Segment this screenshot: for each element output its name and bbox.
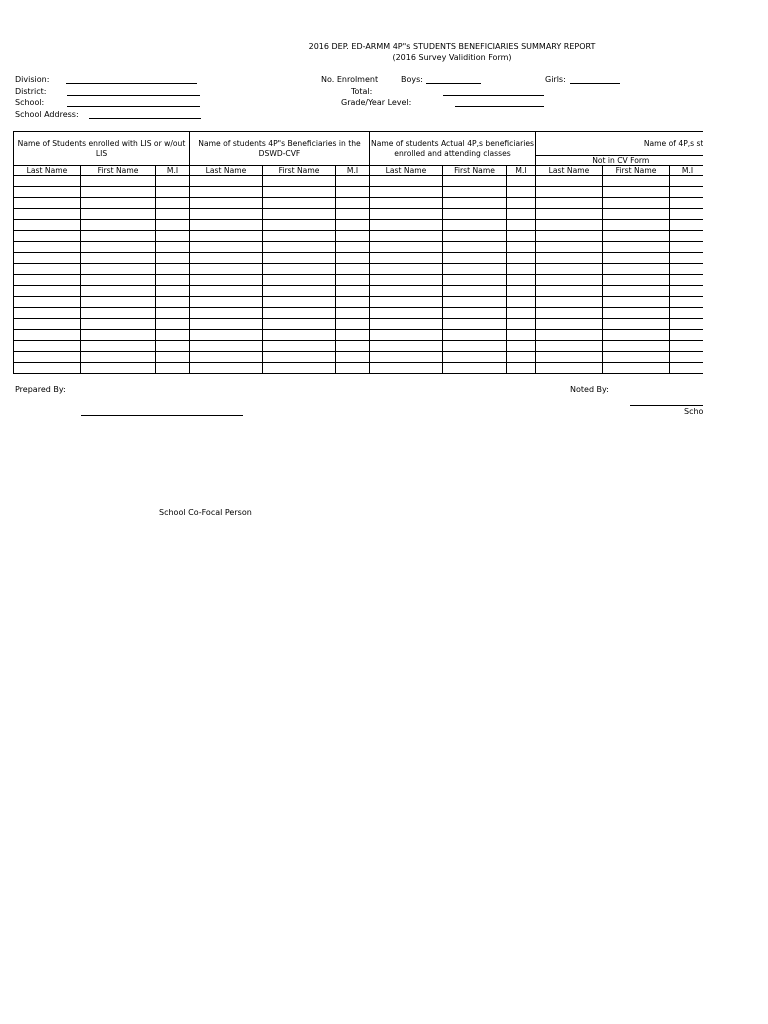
table-cell[interactable]	[81, 352, 156, 363]
table-cell[interactable]	[443, 209, 507, 220]
table-cell[interactable]	[156, 264, 190, 275]
table-cell[interactable]	[14, 275, 81, 286]
table-cell[interactable]	[190, 286, 263, 297]
table-cell[interactable]	[670, 286, 706, 297]
table-cell[interactable]	[443, 363, 507, 374]
table-cell[interactable]	[603, 330, 670, 341]
table-cell[interactable]	[670, 176, 706, 187]
table-cell[interactable]	[190, 242, 263, 253]
table-cell[interactable]	[14, 176, 81, 187]
table-cell[interactable]	[14, 297, 81, 308]
table-cell[interactable]	[507, 363, 536, 374]
enrolment-label: No. Enrolment	[321, 75, 379, 84]
district-label: District:	[15, 87, 47, 96]
table-cell[interactable]	[507, 231, 536, 242]
table-cell[interactable]	[670, 330, 706, 341]
table-cell[interactable]	[443, 352, 507, 363]
table-cell[interactable]	[81, 187, 156, 198]
table-cell[interactable]	[190, 198, 263, 209]
table-cell[interactable]	[156, 330, 190, 341]
table-cell[interactable]	[670, 220, 706, 231]
table-cell[interactable]	[263, 308, 336, 319]
table-row	[14, 198, 706, 209]
noted-by-label: Noted By:	[570, 385, 609, 394]
table-cell[interactable]	[536, 231, 603, 242]
table-cell[interactable]	[536, 264, 603, 275]
table-cell[interactable]	[603, 209, 670, 220]
prepared-by-label: Prepared By:	[15, 385, 66, 394]
table-cell[interactable]	[603, 275, 670, 286]
table-cell[interactable]	[190, 220, 263, 231]
table-cell[interactable]	[670, 231, 706, 242]
table-cell[interactable]	[507, 242, 536, 253]
table-cell[interactable]	[336, 220, 370, 231]
girls-label: Girls:	[545, 75, 566, 84]
table-row	[14, 187, 706, 198]
table-cell[interactable]	[81, 308, 156, 319]
table-cell[interactable]	[156, 242, 190, 253]
table-cell[interactable]	[14, 341, 81, 352]
table-cell[interactable]	[81, 220, 156, 231]
table-cell[interactable]	[536, 308, 603, 319]
table-cell[interactable]	[263, 363, 336, 374]
table-row	[14, 275, 706, 286]
table-row	[14, 297, 706, 308]
table-cell[interactable]	[156, 198, 190, 209]
table-cell[interactable]	[14, 231, 81, 242]
table-row	[14, 176, 706, 187]
table-cell[interactable]	[443, 330, 507, 341]
table-cell[interactable]	[370, 319, 443, 330]
table-cell[interactable]	[336, 319, 370, 330]
col-last-name: Last Name	[370, 166, 443, 176]
table-cell[interactable]	[507, 220, 536, 231]
table-cell[interactable]	[336, 330, 370, 341]
table-cell[interactable]	[14, 220, 81, 231]
school-address-field[interactable]	[89, 118, 201, 119]
table-cell[interactable]	[670, 253, 706, 264]
table-cell[interactable]	[370, 209, 443, 220]
table-cell[interactable]	[81, 198, 156, 209]
table-cell[interactable]	[156, 176, 190, 187]
table-cell[interactable]	[263, 176, 336, 187]
table-cell[interactable]	[263, 264, 336, 275]
col-last-name: Last Name	[536, 166, 603, 176]
table-cell[interactable]	[370, 220, 443, 231]
table-cell[interactable]	[336, 209, 370, 220]
table-row	[14, 286, 706, 297]
table-cell[interactable]	[603, 286, 670, 297]
table-cell[interactable]	[443, 286, 507, 297]
girls-field[interactable]	[570, 83, 620, 84]
col-last-name: Last Name	[14, 166, 81, 176]
table-cell[interactable]	[156, 187, 190, 198]
col-mi: M.I	[336, 166, 370, 176]
table-cell[interactable]	[14, 319, 81, 330]
table-cell[interactable]	[263, 187, 336, 198]
table-row	[14, 231, 706, 242]
table-cell[interactable]	[536, 319, 603, 330]
table-cell[interactable]	[443, 297, 507, 308]
table-cell[interactable]	[81, 330, 156, 341]
table-cell[interactable]	[190, 187, 263, 198]
table-cell[interactable]	[190, 297, 263, 308]
table-cell[interactable]	[670, 319, 706, 330]
school-label: School:	[15, 98, 45, 107]
table-cell[interactable]	[190, 352, 263, 363]
total-label: Total:	[351, 87, 373, 96]
table-cell[interactable]	[670, 275, 706, 286]
table-cell[interactable]	[443, 341, 507, 352]
table-cell[interactable]	[370, 330, 443, 341]
table-cell[interactable]	[336, 176, 370, 187]
school-address-label: School Address:	[15, 110, 79, 119]
table-cell[interactable]	[190, 330, 263, 341]
table-cell[interactable]	[370, 231, 443, 242]
table-cell[interactable]	[156, 352, 190, 363]
district-field[interactable]	[67, 95, 200, 96]
grade-field[interactable]	[455, 106, 544, 107]
table-cell[interactable]	[536, 176, 603, 187]
table-cell[interactable]	[370, 253, 443, 264]
page-edge	[703, 0, 768, 1024]
table-cell[interactable]	[190, 275, 263, 286]
col-first-name: First Name	[81, 166, 156, 176]
table-cell[interactable]	[603, 319, 670, 330]
division-field[interactable]	[66, 83, 197, 84]
table-cell[interactable]	[156, 275, 190, 286]
table-cell[interactable]	[370, 275, 443, 286]
table-cell[interactable]	[370, 341, 443, 352]
table-cell[interactable]	[443, 220, 507, 231]
table-cell[interactable]	[81, 242, 156, 253]
table-cell[interactable]	[670, 363, 706, 374]
table-cell[interactable]	[507, 275, 536, 286]
table-cell[interactable]	[14, 242, 81, 253]
table-row	[14, 308, 706, 319]
table-cell[interactable]	[81, 363, 156, 374]
table-cell[interactable]	[603, 242, 670, 253]
table-cell[interactable]	[536, 209, 603, 220]
table-cell[interactable]	[156, 297, 190, 308]
table-cell[interactable]	[670, 297, 706, 308]
table-cell[interactable]	[370, 187, 443, 198]
group-header-dswd: Name of students 4P"s Beneficiaries in the DSWD-CVF	[190, 132, 370, 166]
boys-label: Boys:	[401, 75, 423, 84]
table-cell[interactable]	[507, 352, 536, 363]
table-cell[interactable]	[156, 286, 190, 297]
table-cell[interactable]	[81, 286, 156, 297]
table-cell[interactable]	[507, 319, 536, 330]
table-cell[interactable]	[443, 242, 507, 253]
table-cell[interactable]	[81, 209, 156, 220]
table-cell[interactable]	[507, 264, 536, 275]
table-cell[interactable]	[14, 308, 81, 319]
table-cell[interactable]	[507, 198, 536, 209]
subheader-not-in-cv: Not in CV Form	[536, 156, 706, 166]
table-cell[interactable]	[14, 264, 81, 275]
table-cell[interactable]	[670, 264, 706, 275]
table-row	[14, 341, 706, 352]
table-cell[interactable]	[336, 253, 370, 264]
table-cell[interactable]	[507, 308, 536, 319]
group-header-enrolled: Name of Students enrolled with LIS or w/out LIS	[14, 132, 190, 166]
table-cell[interactable]	[370, 352, 443, 363]
table-cell[interactable]	[536, 220, 603, 231]
table-cell[interactable]	[190, 176, 263, 187]
table-cell[interactable]	[336, 341, 370, 352]
table-cell[interactable]	[507, 330, 536, 341]
table-cell[interactable]	[507, 341, 536, 352]
table-cell[interactable]	[536, 297, 603, 308]
table-cell[interactable]	[536, 275, 603, 286]
table-row	[14, 253, 706, 264]
table-cell[interactable]	[81, 231, 156, 242]
report-title: 2016 DEP. ED-ARMM 4P"s STUDENTS BENEFICIARIES SUMMARY REPORT	[308, 42, 596, 51]
table-cell[interactable]	[14, 352, 81, 363]
table-cell[interactable]	[156, 220, 190, 231]
table-cell[interactable]	[156, 319, 190, 330]
table-cell[interactable]	[603, 253, 670, 264]
boys-field[interactable]	[426, 83, 481, 84]
table-cell[interactable]	[370, 297, 443, 308]
table-cell[interactable]	[443, 198, 507, 209]
table-cell[interactable]	[263, 198, 336, 209]
table-cell[interactable]	[370, 242, 443, 253]
table-cell[interactable]	[536, 341, 603, 352]
table-cell[interactable]	[443, 308, 507, 319]
table-cell[interactable]	[603, 220, 670, 231]
table-cell[interactable]	[263, 275, 336, 286]
table-cell[interactable]	[336, 264, 370, 275]
table-cell[interactable]	[536, 187, 603, 198]
table-cell[interactable]	[263, 286, 336, 297]
table-cell[interactable]	[190, 308, 263, 319]
table-cell[interactable]	[536, 253, 603, 264]
table-cell[interactable]	[190, 253, 263, 264]
table-cell[interactable]	[263, 253, 336, 264]
col-first-name: First Name	[263, 166, 336, 176]
table-row	[14, 319, 706, 330]
table-cell[interactable]	[263, 220, 336, 231]
table-body	[14, 176, 706, 374]
table-cell[interactable]	[370, 308, 443, 319]
table-cell[interactable]	[370, 198, 443, 209]
table-cell[interactable]	[336, 275, 370, 286]
table-cell[interactable]	[336, 308, 370, 319]
table-cell[interactable]	[263, 341, 336, 352]
table-cell[interactable]	[156, 231, 190, 242]
table-cell[interactable]	[336, 231, 370, 242]
table-cell[interactable]	[14, 363, 81, 374]
table-cell[interactable]	[14, 330, 81, 341]
table-cell[interactable]	[336, 363, 370, 374]
table-cell[interactable]	[156, 308, 190, 319]
prepared-by-title: School Co-Focal Person	[159, 508, 252, 517]
table-cell[interactable]	[263, 352, 336, 363]
table-cell[interactable]	[507, 187, 536, 198]
division-label: Division:	[15, 75, 50, 84]
table-cell[interactable]	[190, 209, 263, 220]
table-cell[interactable]	[190, 264, 263, 275]
table-cell[interactable]	[263, 209, 336, 220]
table-cell[interactable]	[443, 253, 507, 264]
table-cell[interactable]	[443, 187, 507, 198]
table-cell[interactable]	[443, 264, 507, 275]
table-cell[interactable]	[603, 176, 670, 187]
table-cell[interactable]	[81, 275, 156, 286]
table-cell[interactable]	[443, 176, 507, 187]
table-cell[interactable]	[336, 198, 370, 209]
table-cell[interactable]	[336, 297, 370, 308]
table-cell[interactable]	[156, 209, 190, 220]
col-mi: M.I	[507, 166, 536, 176]
table-cell[interactable]	[370, 264, 443, 275]
table-cell[interactable]	[507, 286, 536, 297]
table-cell[interactable]	[603, 187, 670, 198]
table-cell[interactable]	[536, 363, 603, 374]
school-field[interactable]	[67, 106, 200, 107]
total-field[interactable]	[443, 95, 544, 96]
table-cell[interactable]	[190, 341, 263, 352]
table-cell[interactable]	[81, 319, 156, 330]
table-cell[interactable]	[263, 231, 336, 242]
col-mi: M.I	[156, 166, 190, 176]
col-first-name: First Name	[443, 166, 507, 176]
table-cell[interactable]	[14, 209, 81, 220]
table-cell[interactable]	[263, 297, 336, 308]
table-cell[interactable]	[670, 352, 706, 363]
table-cell[interactable]	[536, 286, 603, 297]
table-cell[interactable]	[190, 363, 263, 374]
table-cell[interactable]	[336, 242, 370, 253]
table-cell[interactable]	[603, 264, 670, 275]
col-first-name: First Name	[603, 166, 670, 176]
table-cell[interactable]	[370, 363, 443, 374]
table-cell[interactable]	[14, 187, 81, 198]
table-row	[14, 242, 706, 253]
table-cell[interactable]	[536, 330, 603, 341]
table-row	[14, 264, 706, 275]
table-cell[interactable]	[443, 231, 507, 242]
table-cell[interactable]	[81, 341, 156, 352]
table-cell[interactable]	[336, 352, 370, 363]
table-cell[interactable]	[156, 341, 190, 352]
col-last-name: Last Name	[190, 166, 263, 176]
noted-by-title: Scho	[684, 407, 704, 416]
noted-by-signature-line[interactable]	[630, 405, 703, 406]
table-cell[interactable]	[156, 363, 190, 374]
table-cell[interactable]	[507, 253, 536, 264]
table-cell[interactable]	[443, 275, 507, 286]
table-cell[interactable]	[370, 286, 443, 297]
table-cell[interactable]	[263, 330, 336, 341]
table-cell[interactable]	[507, 209, 536, 220]
table-cell[interactable]	[81, 253, 156, 264]
table-cell[interactable]	[536, 242, 603, 253]
table-cell[interactable]	[443, 319, 507, 330]
table-cell[interactable]	[336, 286, 370, 297]
table-cell[interactable]	[263, 319, 336, 330]
table-cell[interactable]	[81, 297, 156, 308]
table-cell[interactable]	[670, 242, 706, 253]
table-cell[interactable]	[603, 363, 670, 374]
table-cell[interactable]	[14, 198, 81, 209]
beneficiaries-table	[13, 131, 706, 374]
table-cell[interactable]	[536, 198, 603, 209]
table-row	[14, 352, 706, 363]
table-cell[interactable]	[81, 264, 156, 275]
table-row	[14, 330, 706, 341]
table-cell[interactable]	[603, 308, 670, 319]
table-cell[interactable]	[370, 176, 443, 187]
table-cell[interactable]	[507, 297, 536, 308]
table-cell[interactable]	[670, 308, 706, 319]
table-cell[interactable]	[156, 253, 190, 264]
table-cell[interactable]	[336, 187, 370, 198]
table-cell[interactable]	[81, 176, 156, 187]
table-cell[interactable]	[263, 242, 336, 253]
group-header-actual: Name of students Actual 4P,s beneficiaries enrolled and attending classes	[370, 132, 536, 166]
table-cell[interactable]	[14, 253, 81, 264]
table-cell[interactable]	[670, 341, 706, 352]
col-mi: M.I	[670, 166, 706, 176]
table-cell[interactable]	[603, 341, 670, 352]
table-cell[interactable]	[190, 231, 263, 242]
table-cell[interactable]	[536, 352, 603, 363]
prepared-by-signature-line[interactable]	[81, 415, 243, 416]
table-cell[interactable]	[670, 187, 706, 198]
table-row	[14, 209, 706, 220]
table-row	[14, 220, 706, 231]
table-cell[interactable]	[603, 352, 670, 363]
table-cell[interactable]	[190, 319, 263, 330]
table-cell[interactable]	[670, 198, 706, 209]
grade-label: Grade/Year Level:	[341, 98, 412, 107]
group-header-not-in-cv: Name of 4P,s st	[536, 132, 706, 156]
table-cell[interactable]	[603, 198, 670, 209]
table-cell[interactable]	[603, 297, 670, 308]
table-row	[14, 363, 706, 374]
table-cell[interactable]	[603, 231, 670, 242]
report-subtitle: (2016 Survey Validition Form)	[392, 53, 512, 62]
table-cell[interactable]	[14, 286, 81, 297]
table-cell[interactable]	[670, 209, 706, 220]
table-cell[interactable]	[507, 176, 536, 187]
